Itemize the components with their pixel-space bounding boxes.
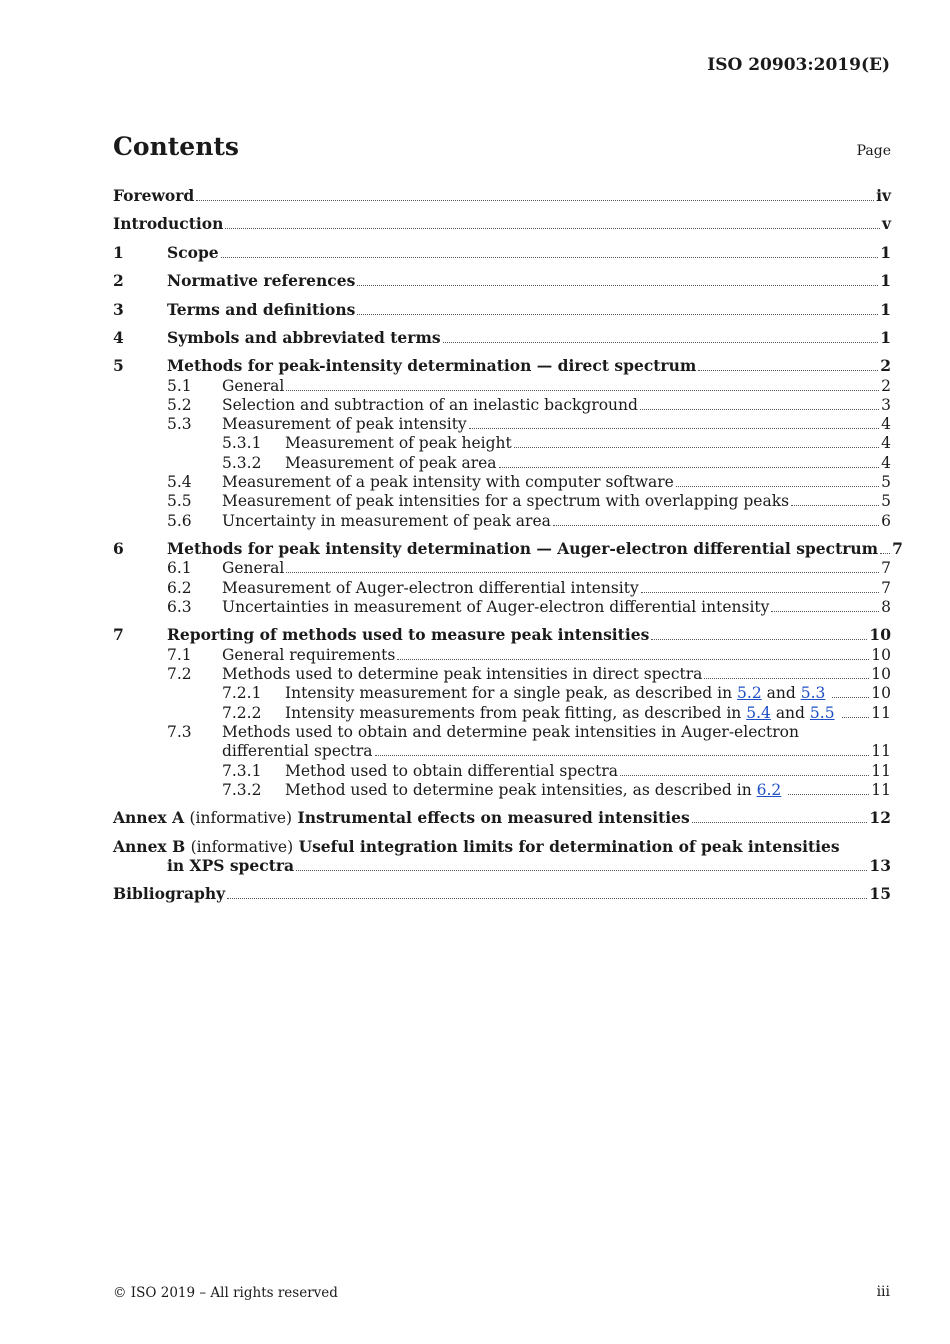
toc-entry-section-7[interactable]: 7 Reporting of methods used to measure peak intensities 10 <box>113 625 891 644</box>
toc-entry-5-2[interactable]: 5.2 Selection and subtraction of an inelastic background 3 <box>167 396 891 414</box>
toc-entry-foreword[interactable]: Foreword iv <box>113 186 891 205</box>
toc-entry-section-5[interactable]: 5 Methods for peak-intensity determination — direct spectrum 2 <box>113 356 891 375</box>
toc-entry-scope[interactable]: 1 Scope 1 <box>113 243 891 262</box>
toc-entry-bibliography[interactable]: Bibliography 15 <box>113 884 891 903</box>
toc-entry-terms-definitions[interactable]: 3 Terms and definitions 1 <box>113 300 891 319</box>
toc-entry-5-6[interactable]: 5.6 Uncertainty in measurement of peak area 6 <box>167 512 891 530</box>
toc-entry-6-3[interactable]: 6.3 Uncertainties in measurement of Auger-electron differential intensity 8 <box>167 598 891 616</box>
toc-entry-5-3-2[interactable]: 5.3.2 Measurement of peak area 4 <box>222 454 891 472</box>
link-5-4[interactable]: 5.4 <box>746 704 771 722</box>
toc-entry-normative-references[interactable]: 2 Normative references 1 <box>113 271 891 290</box>
link-5-2[interactable]: 5.2 <box>737 684 762 702</box>
page-number: iii <box>876 1284 890 1300</box>
toc-entry-7-3-line2[interactable]: differential spectra 11 <box>222 742 891 760</box>
toc-entry-5-4[interactable]: 5.4 Measurement of a peak intensity with computer software 5 <box>167 473 891 491</box>
toc-entry-7-3-line1[interactable]: 7.3 Methods used to obtain and determine peak intensities in Auger-electron <box>167 723 799 741</box>
toc-entry-annex-b-line1[interactable]: Annex B (informative) Useful integration limits for determination of peak intensities <box>113 837 840 856</box>
toc-entry-7-2-2[interactable]: 7.2.2 Intensity measurements from peak fitting, as described in 5.4 and 5.5 11 <box>222 704 891 722</box>
link-5-5[interactable]: 5.5 <box>809 704 835 722</box>
toc-entry-introduction[interactable]: Introduction v <box>113 214 891 233</box>
page-column-label: Page <box>856 143 891 159</box>
toc-entry-annex-b-line2[interactable]: in XPS spectra 13 <box>167 856 891 875</box>
link-5-3[interactable]: 5.3 <box>800 684 826 702</box>
toc-entry-7-2[interactable]: 7.2 Methods used to determine peak intensities in direct spectra 10 <box>167 665 891 683</box>
toc-entry-5-3[interactable]: 5.3 Measurement of peak intensity 4 <box>167 415 891 433</box>
toc-entry-section-6[interactable]: 6 Methods for peak intensity determination — Auger-electron differential spectrum 7 <box>113 539 903 558</box>
toc-entry-7-1[interactable]: 7.1 General requirements 10 <box>167 646 891 664</box>
toc-entry-7-2-1[interactable]: 7.2.1 Intensity measurement for a single peak, as described in 5.2 and 5.3 10 <box>222 684 891 702</box>
contents-title: Contents <box>113 132 240 161</box>
toc-entry-7-3-1[interactable]: 7.3.1 Method used to obtain differential spectra 11 <box>222 762 891 780</box>
toc-entry-7-3-2[interactable]: 7.3.2 Method used to determine peak intensities, as described in 6.2 11 <box>222 781 891 799</box>
toc-entry-annex-a[interactable]: Annex A (informative) Instrumental effects on measured intensities 12 <box>113 808 891 827</box>
toc-entry-5-5[interactable]: 5.5 Measurement of peak intensities for a spectrum with overlapping peaks 5 <box>167 492 891 510</box>
toc-entry-6-2[interactable]: 6.2 Measurement of Auger-electron differential intensity 7 <box>167 579 891 597</box>
toc-entry-symbols[interactable]: 4 Symbols and abbreviated terms 1 <box>113 328 891 347</box>
contents-heading <box>113 132 891 161</box>
toc-entry-6-1[interactable]: 6.1 General 7 <box>167 559 891 577</box>
toc-entry-5-3-1[interactable]: 5.3.1 Measurement of peak height 4 <box>222 434 891 452</box>
toc-entry-5-1[interactable]: 5.1 General 2 <box>167 377 891 395</box>
document-id: ISO 20903:2019(E) <box>707 55 890 75</box>
link-6-2[interactable]: 6.2 <box>756 781 782 799</box>
copyright-footer: © ISO 2019 – All rights reserved <box>113 1285 338 1301</box>
